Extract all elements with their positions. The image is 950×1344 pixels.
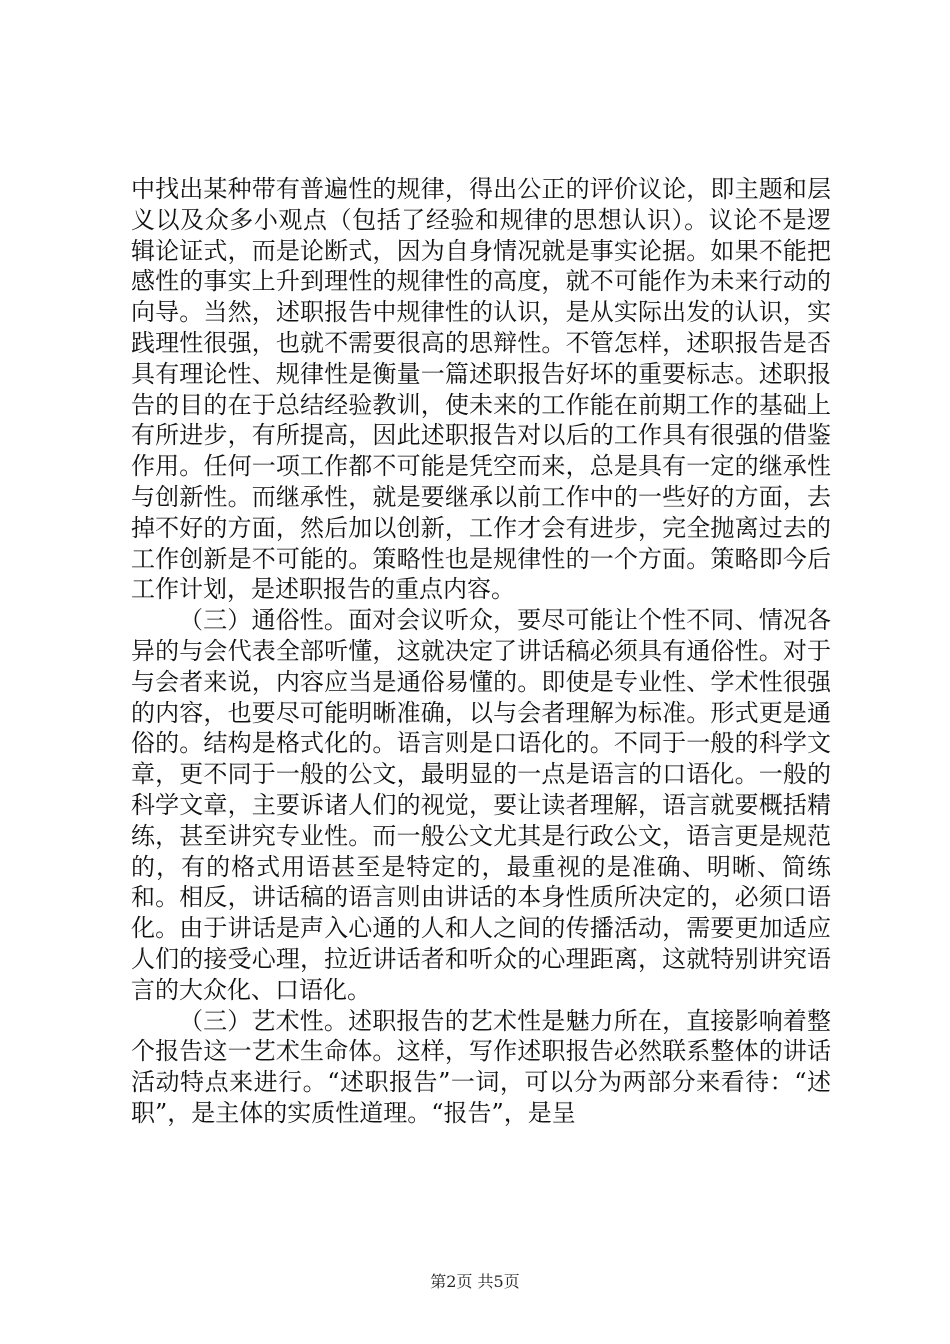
paragraph-3: （三）艺术性。述职报告的艺术性是魅力所在，直接影响着整个报告这一艺术生命体。这样，写作述职报告必然联系整体的讲话活动特点来进行。“述职报告”一词，可以分为两部分来看待：“述职”，是主体的实质性道理。“报告”，是呈 <box>131 1006 831 1127</box>
paragraph-1: 中找出某种带有普遍性的规律，得出公正的评价议论，即主题和层义以及众多小观点（包括了经验和规律的思想认识）。议论不是逻辑论证式，而是论断式，因为自身情况就是事实论据。如果不能把感性的事实上升到理性的规律性的高度，就不可能作为未来行动的向导。当然，述职报告中规律性的认识，是从实际出发的认识，实践理性很强，也就不需要很高的思辩性。不管怎样，述职报告是否具有理论性、规律性是衡量一篇述职报告好坏的重要标志。述职报告的目的在于总结经验教训，使未来的工作能在前期工作的基础上有所进步，有所提高，因此述职报告对以后的工作具有很强的借鉴作用。任何一项工作都不可能是凭空而来，总是具有一定的继承性与创新性。而继承性，就是要继承以前工作中的一些好的方面，去掉不好的方面，然后加以创新，工作才会有进步，完全抛离过去的工作创新是不可能的。策略性也是规律性的一个方面。策略即今后工作计划，是述职报告的重点内容。 <box>131 175 831 604</box>
page-footer: 第2页 共5页 <box>430 1272 520 1291</box>
document-body <box>131 174 831 1129</box>
paragraph-2: （三）通俗性。面对会议听众，要尽可能让个性不同、情况各异的与会代表全部听懂，这就决定了讲话稿必须具有通俗性。对于与会者来说，内容应当是通俗易懂的。即使是专业性、学术性很强的内容，也要尽可能明晰准确，以与会者理解为标准。形式更是通俗的。结构是格式化的。语言则是口语化的。不同于一般的科学文章，更不同于一般的公文，最明显的一点是语言的口语化。一般的科学文章，主要诉诸人们的视觉，要让读者理解，语言就要概括精练，甚至讲究专业性。而一般公文尤其是行政公文，语言更是规范的，有的格式用语甚至是特定的，最重视的是准确、明晰、简练和。相反，讲话稿的语言则由讲话的本身性质所决定的，必须口语化。由于讲话是声入心通的人和人之间的传播活动，需要更加适应人们的接受心理，拉近讲话者和听众的心理距离，这就特别讲究语言的大众化、口语化。 <box>131 606 831 1004</box>
